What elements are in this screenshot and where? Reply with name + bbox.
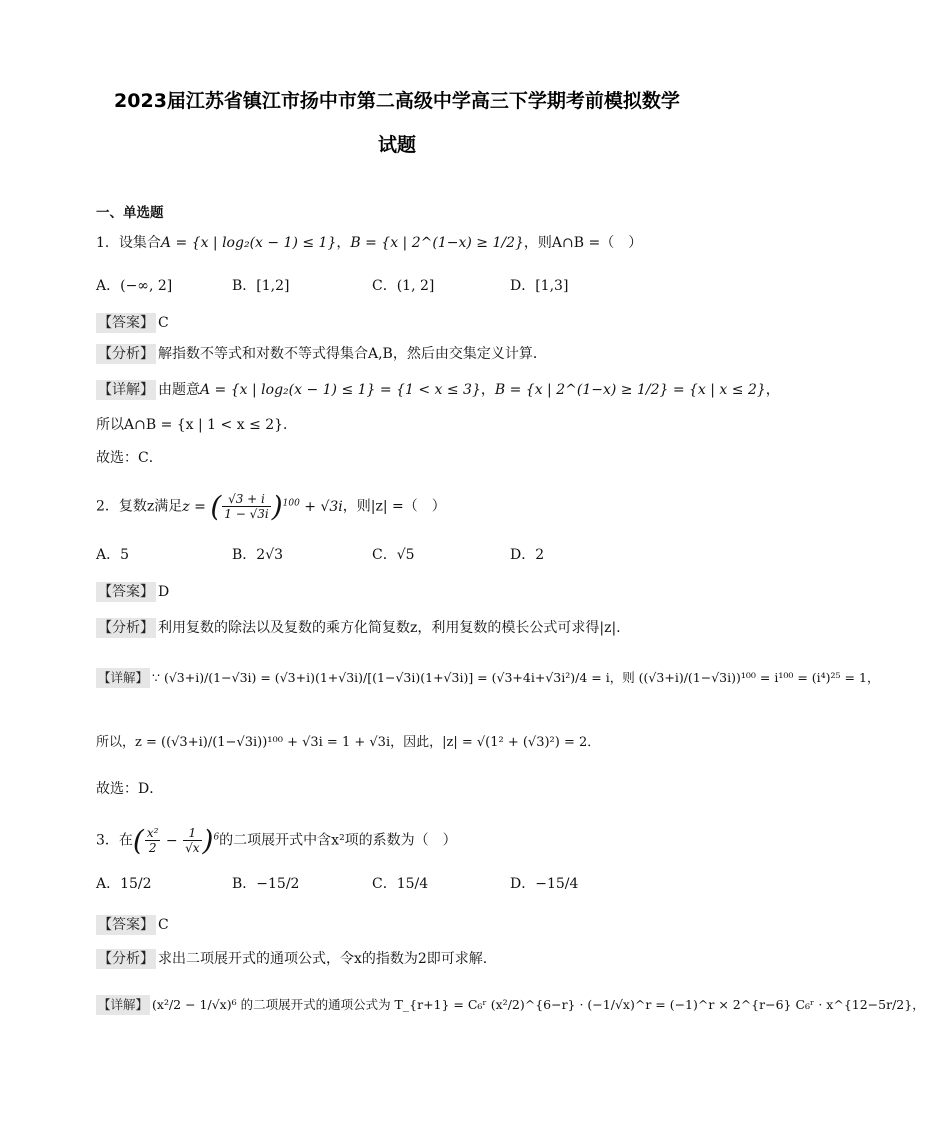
q3-formula: ( $\frac{\text{x²}}{2}$ − $\frac{1}{√x}$ )$^6$: [132, 823, 220, 857]
q1-set-a: A = {x | log₂(x − 1) ≤ 1}: [160, 235, 337, 251]
q1-analysis: [96, 344, 547, 364]
q2-stem-suffix: ，则|z| =（ ）: [342, 498, 446, 515]
analysis-tag: 【分析】: [98, 346, 154, 362]
q1-detail-a: A = {x | log₂(x − 1) ≤ 1} = {1 < x ≤ 3}: [200, 382, 481, 398]
q1-set-b: B = {x | 2^(1−x) ≥ 1/2}: [350, 235, 524, 251]
q2-detail: [96, 668, 879, 688]
q3-stem: [96, 823, 457, 857]
q3-option-a-text: A．15/2: [96, 876, 152, 892]
q3-stem-prefix: 3．在: [96, 832, 133, 849]
q1-answer-value: C: [158, 315, 169, 331]
q1-stem: 1．设集合A = {x | log₂(x − 1) ≤ 1}，B = {x | 2^(1−x) ≥ 1/2}，则A∩B =（ ）: [96, 235, 643, 251]
q1-stem-prefix: 1．设集合: [96, 235, 161, 251]
q1-analysis-text: 解指数不等式和对数不等式得集合A,B，然后由交集定义计算．: [158, 346, 547, 362]
analysis-tag: 【分析】: [98, 620, 154, 636]
q2-option-a: A．5: [96, 547, 130, 563]
q3-answer: [96, 915, 169, 935]
q2-stem-prefix: 2．复数z满足: [96, 498, 183, 515]
analysis-tag: 【分析】: [98, 951, 154, 967]
q2-option-c: C．√5: [372, 547, 415, 563]
q1-option-a: A．(−∞, 2]: [96, 278, 173, 294]
q2-so: [96, 733, 600, 753]
q3-option-d: [510, 874, 578, 894]
q1-stem-suffix: ，则A∩B =（ ）: [523, 235, 643, 251]
q1-detail-prefix: 由题意: [158, 382, 200, 398]
q2-choice: 故选：D．: [96, 781, 164, 797]
q1-option-c: C．(1, 2]: [372, 278, 435, 294]
answer-tag: 【答案】: [98, 917, 154, 933]
q3-option-d-text: D．−15/4: [510, 876, 579, 892]
q3-option-b: [232, 874, 299, 894]
answer-tag: 【答案】: [98, 315, 154, 331]
q3-analysis: [96, 949, 487, 969]
document-title-line2: 试题: [377, 134, 416, 156]
q3-option-c: [372, 874, 428, 894]
q2-stem: [96, 489, 446, 523]
q3-option-c-text: C．15/4: [372, 876, 429, 892]
detail-tag: 【详解】: [96, 668, 150, 688]
q1-detail-b: B = {x | 2^(1−x) ≥ 1/2} = {x | x ≤ 2}: [494, 382, 766, 398]
q2-analysis: [96, 618, 621, 638]
q3-detail-text: (x²/2 − 1/√x)⁶ 的二项展开式的通项公式为 T_{r+1} = C₆ʳ (x²/2)^{6−r} · (−1/√x)^r = (−1)^r × 2^{r−6} C₆ʳ · x^{12−5r/2}，: [152, 997, 925, 1012]
q2-formula: z = ( $\frac{√3 + i}{1 - √3i}$ )$^{100}$ + √3i: [182, 489, 343, 523]
q1-option-b: B．[1,2]: [232, 278, 290, 294]
q1-so: 所以A∩B = {x | 1 < x ≤ 2}．: [96, 417, 298, 433]
q2-analysis-text: 利用复数的除法以及复数的乘方化简复数z，利用复数的模长公式可求得|z|.: [158, 620, 621, 636]
q2-so-text: 所以，z = ((√3+i)/(1−√3i))¹⁰⁰ + √3i = 1 + √3i，因此，|z| = √(1² + (√3)²) = 2．: [96, 735, 601, 750]
answer-tag: 【答案】: [98, 584, 154, 600]
detail-tag: 【详解】: [96, 995, 150, 1015]
q3-option-b-text: B．−15/2: [232, 876, 300, 892]
q3-detail: [96, 995, 925, 1015]
q3-analysis-text: 求出二项展开式的通项公式，令x的指数为2即可求解.: [158, 951, 488, 967]
q3-stem-suffix: 的二项展开式中含x²项的系数为（ ）: [219, 832, 457, 849]
q1-answer: [96, 313, 169, 333]
q2-option-b: B．2√3: [232, 547, 284, 563]
q1-choice: 故选：C．: [96, 450, 163, 466]
document-title-line1: 2023届江苏省镇江市扬中市第二高级中学高三下学期考前模拟数学: [114, 90, 680, 112]
section-heading: 一、单选题: [96, 205, 164, 221]
q3-answer-value: C: [158, 917, 169, 933]
q1-detail: 【详解】 由题意A = {x | log₂(x − 1) ≤ 1} = {1 < x ≤ 3}，B = {x | 2^(1−x) ≥ 1/2} = {x | x ≤ 2}，: [98, 382, 780, 398]
q2-detail-text: ∵ (√3+i)/(1−√3i) = (√3+i)(1+√3i)/[(1−√3i)(1+√3i)] = (√3+4i+√3i²)/4 = i，则 ((√3+i)/(1−√3i))¹⁰⁰ = i¹⁰⁰ = (i⁴)²⁵ = 1，: [152, 670, 880, 685]
q2-answer-value: D: [158, 584, 170, 600]
q2-answer: [96, 582, 169, 602]
detail-tag: 【详解】: [98, 382, 154, 398]
q3-option-a: [96, 874, 152, 894]
q2-option-d: D．2: [510, 547, 545, 563]
q1-option-d: D．[1,3]: [510, 278, 569, 294]
